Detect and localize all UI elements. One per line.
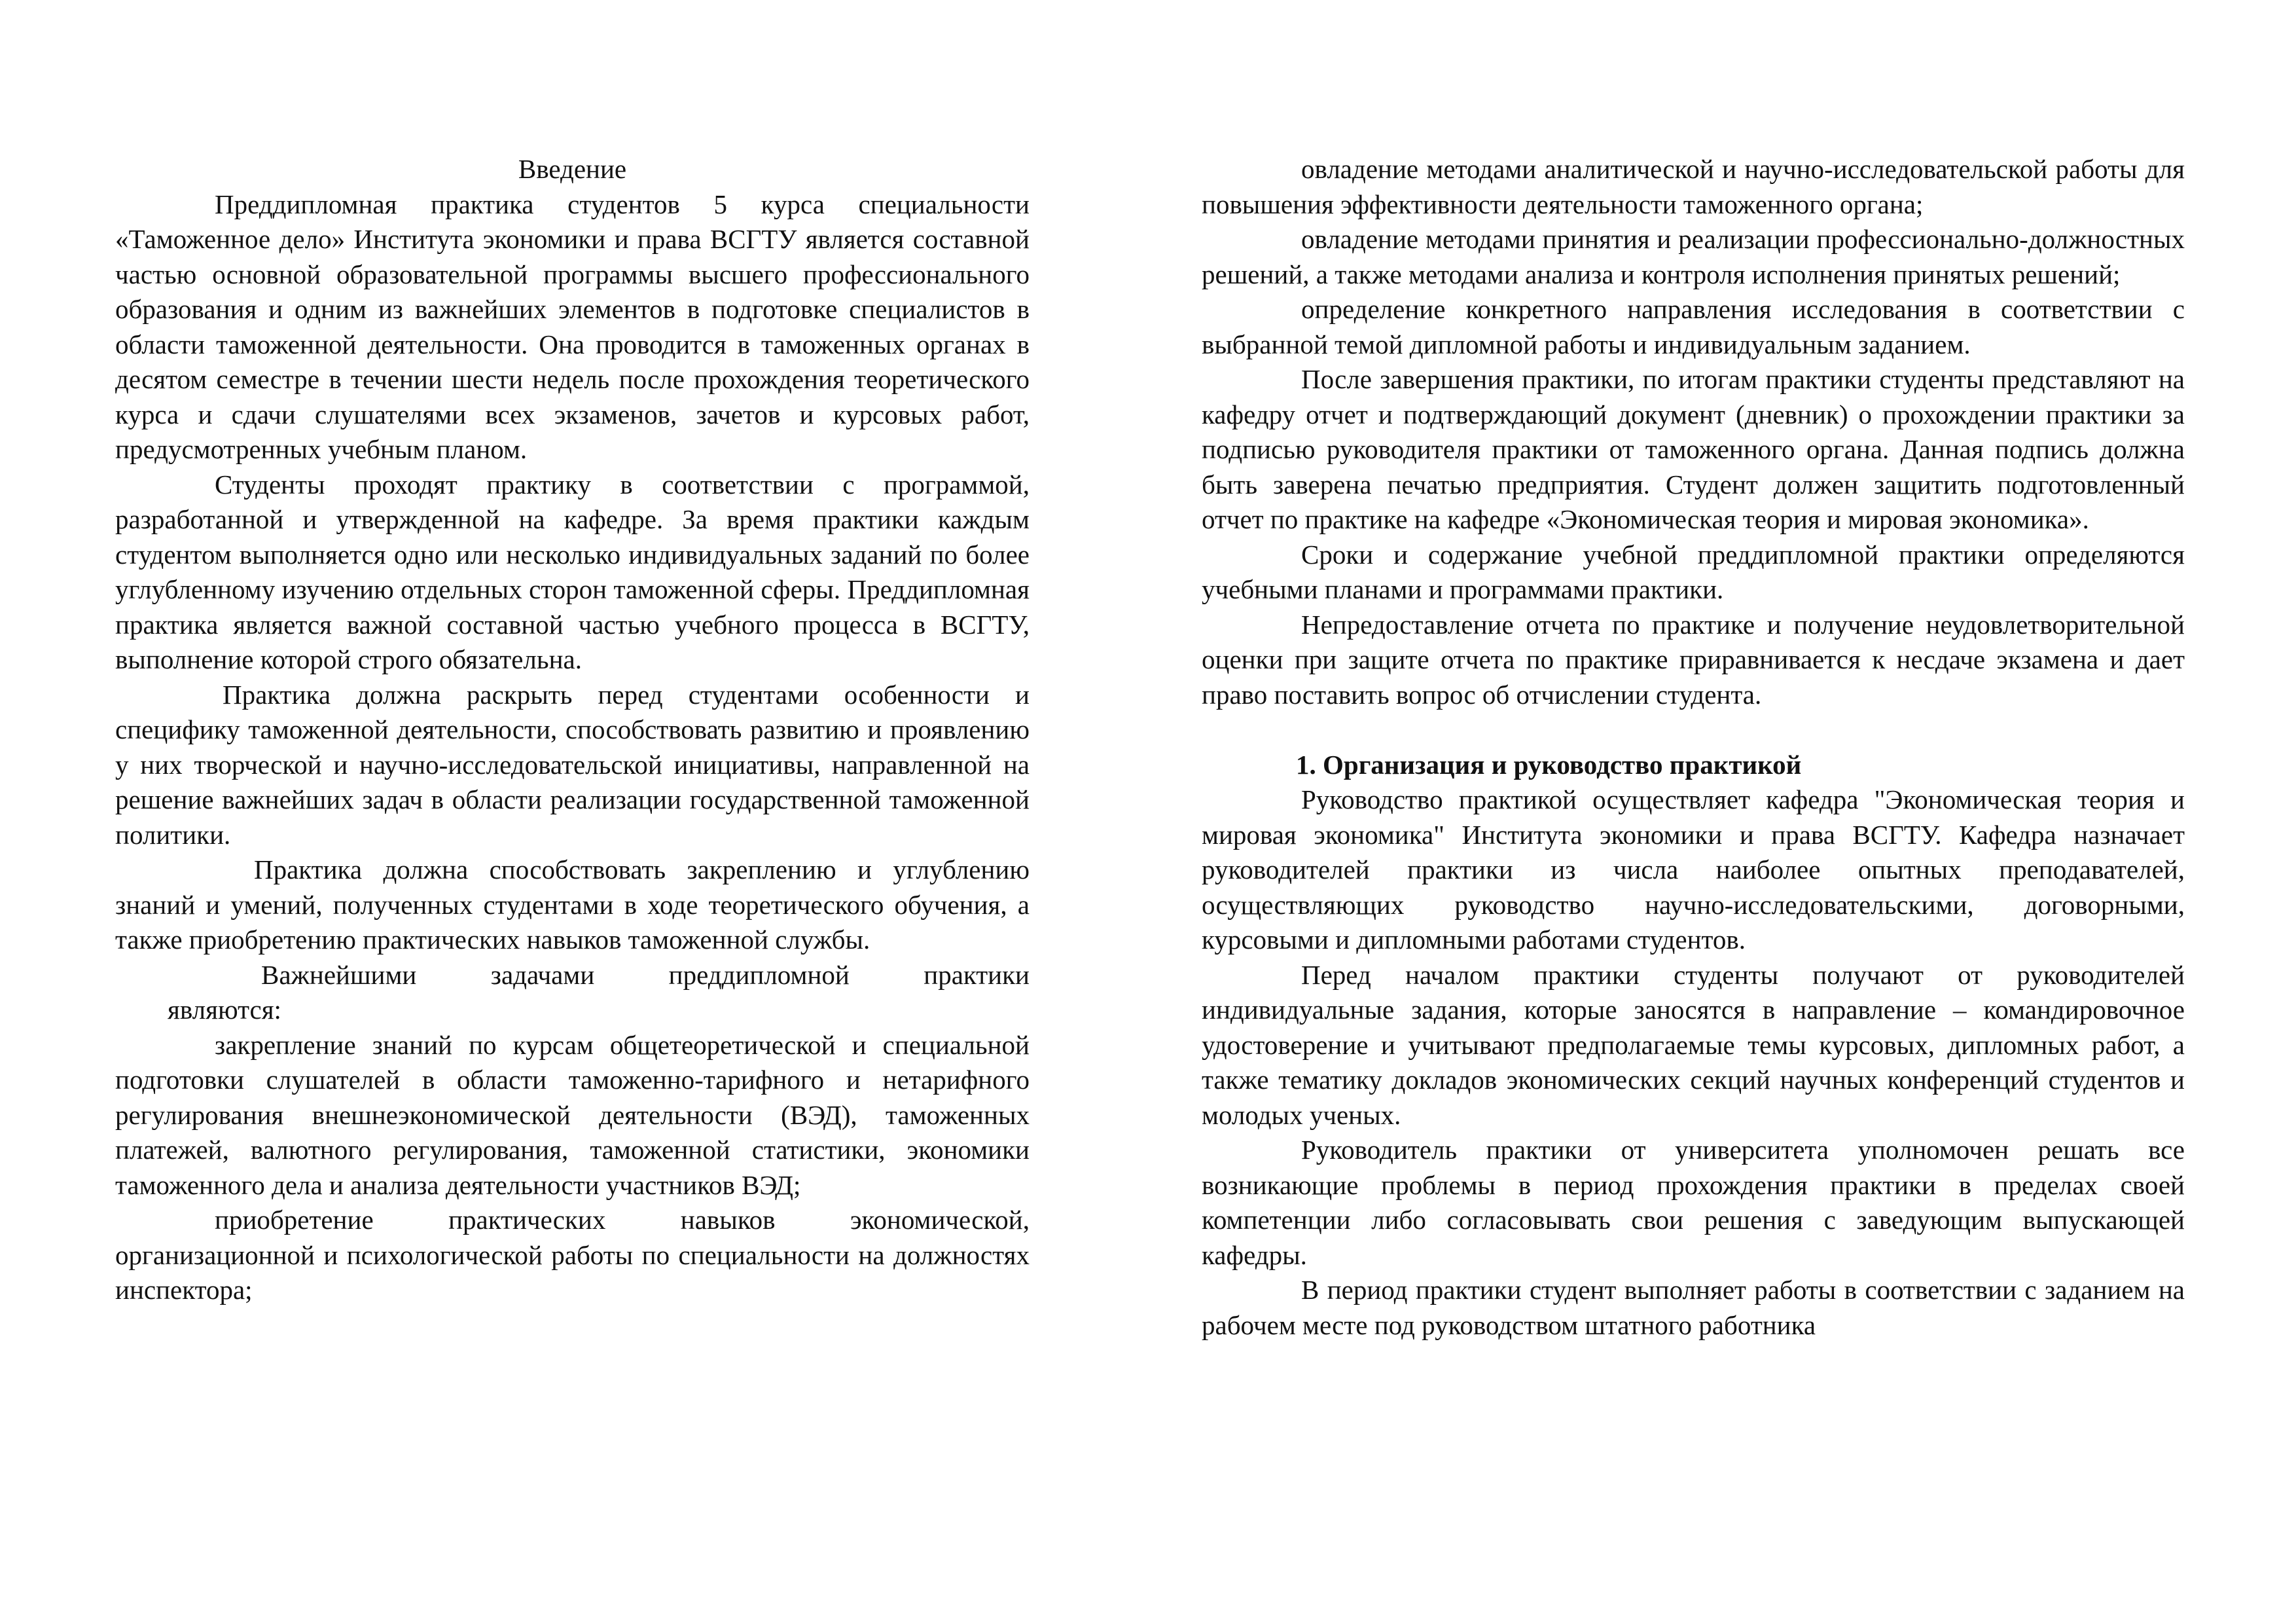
intro-paragraph-3: Практика должна раскрыть перед студентами особенности и специфику таможенной деятельности, способствовать развитию и проявлению у них творческой и научно-исследовательской инициативы, направленной на решение важнейших задач в области реализации государственной таможенной политики.: [115, 679, 1030, 850]
task-item-2: приобретение практических навыков экономической, организационной и психологической работы по специальности на должностях инспектора;: [115, 1205, 1030, 1305]
tasks-intro-line: Важнейшими задачами преддипломной практики: [261, 959, 1030, 990]
right-column: [1202, 152, 2185, 1343]
failure-paragraph: Непредоставление отчета по практике и получение неудовлетворительной оценки при защите отчета по практике приравнивается к несдаче экзамена и дает право поставить вопрос об отчислении студента.: [1202, 609, 2185, 710]
intro-paragraph-2: Студенты проходят практику в соответствии с программой, разработанной и утвержденной на кафедре. За время практики каждым студентом выполняется одно или несколько индивидуальных заданий по более углубленному изучению отдельных сторон таможенной сферы. Преддипломная практика является важной составной частью учебного процесса в ВСГТУ, выполнение которой строго обязательна.: [115, 469, 1030, 674]
intro-paragraph-1: Преддипломная практика студентов 5 курса специальности «Таможенное дело» Института экономики и права ВСГТУ является составной частью основной образовательной программы высшего профессионального образования и одним из важнейших элементов в подготовке специалистов в области таможенной деятельности. Она проводится в таможенных органах в десятом семестре в течении шести недель после прохождения теоретического курса и сдачи слушателями всех экзаменов, зачетов и курсовых работ, предусмотренных учебным планом.: [115, 189, 1030, 464]
section-paragraph-1: Руководство практикой осуществляет кафедра "Экономическая теория и мировая экономика" Института экономики и права ВСГТУ. Кафедра назначает руководителей практики из числа наиболее опытных преподавателей, осуществляющих руководство научно-исследовательскими, договорными, курсовыми и дипломными работами студентов.: [1202, 784, 2185, 955]
task-item-1: закрепление знаний по курсам общетеоретической и специальной подготовки слушателей в области таможенно-тарифного и нетарифного регулирования внешнеэкономической деятельности (ВЭД), таможенных платежей, валютного регулирования, таможенной статистики, экономики таможенного дела и анализа деятельности участников ВЭД;: [115, 1029, 1030, 1200]
task-item-3: овладение методами аналитической и научно-исследовательской работы для повышения эффективности деятельности таможенного органа;: [1202, 154, 2185, 219]
report-paragraph: После завершения практики, по итогам практики студенты представляют на кафедру отчет и подтверждающий документ (дневник) о прохождении практики за подписью руководителя практики от таможенного органа. Данная подпись должна быть заверена печатью предприятия. Студент должен защитить подготовленный отчет по практике на кафедре «Экономическая теория и мировая экономика».: [1202, 364, 2185, 534]
tasks-intro-continuation: являются:: [168, 994, 281, 1025]
task-item-5: определение конкретного направления исследования в соответствии с выбранной темой дипломной работы и индивидуальным заданием.: [1202, 294, 2185, 359]
left-column: [115, 152, 1030, 1308]
intro-paragraph-4: Практика должна способствовать закреплению и углублению знаний и умений, полученных студентами в ходе теоретического обучения, а также приобретению практических навыков таможенной службы.: [115, 854, 1030, 955]
page-title: Введение: [518, 154, 627, 184]
section-heading: 1. Организация и руководство практикой: [1296, 749, 1802, 780]
section-paragraph-2: Перед началом практики студенты получают от руководителей индивидуальные задания, которые заносятся в направление – командировочное удостоверение и учитывают предполагаемые темы курсовых, дипломных работ, а также тематику докладов экономических секций научных конференций студентов и молодых ученых.: [1202, 959, 2185, 1130]
terms-paragraph: Сроки и содержание учебной преддипломной практики определяются учебными планами и программами практики.: [1202, 539, 2185, 604]
section-paragraph-3: Руководитель практики от университета уполномочен решать все возникающие проблемы в период прохождения практики в пределах своей компетенции либо согласовывать свои решения с заведующим выпускающей кафедры.: [1202, 1135, 2185, 1270]
section-paragraph-4: В период практики студент выполняет работы в соответствии с заданием на рабочем месте под руководством штатного работника: [1202, 1275, 2185, 1340]
task-item-4: овладение методами принятия и реализации профессионально-должностных решений, а также методами анализа и контроля исполнения принятых решений;: [1202, 224, 2185, 289]
